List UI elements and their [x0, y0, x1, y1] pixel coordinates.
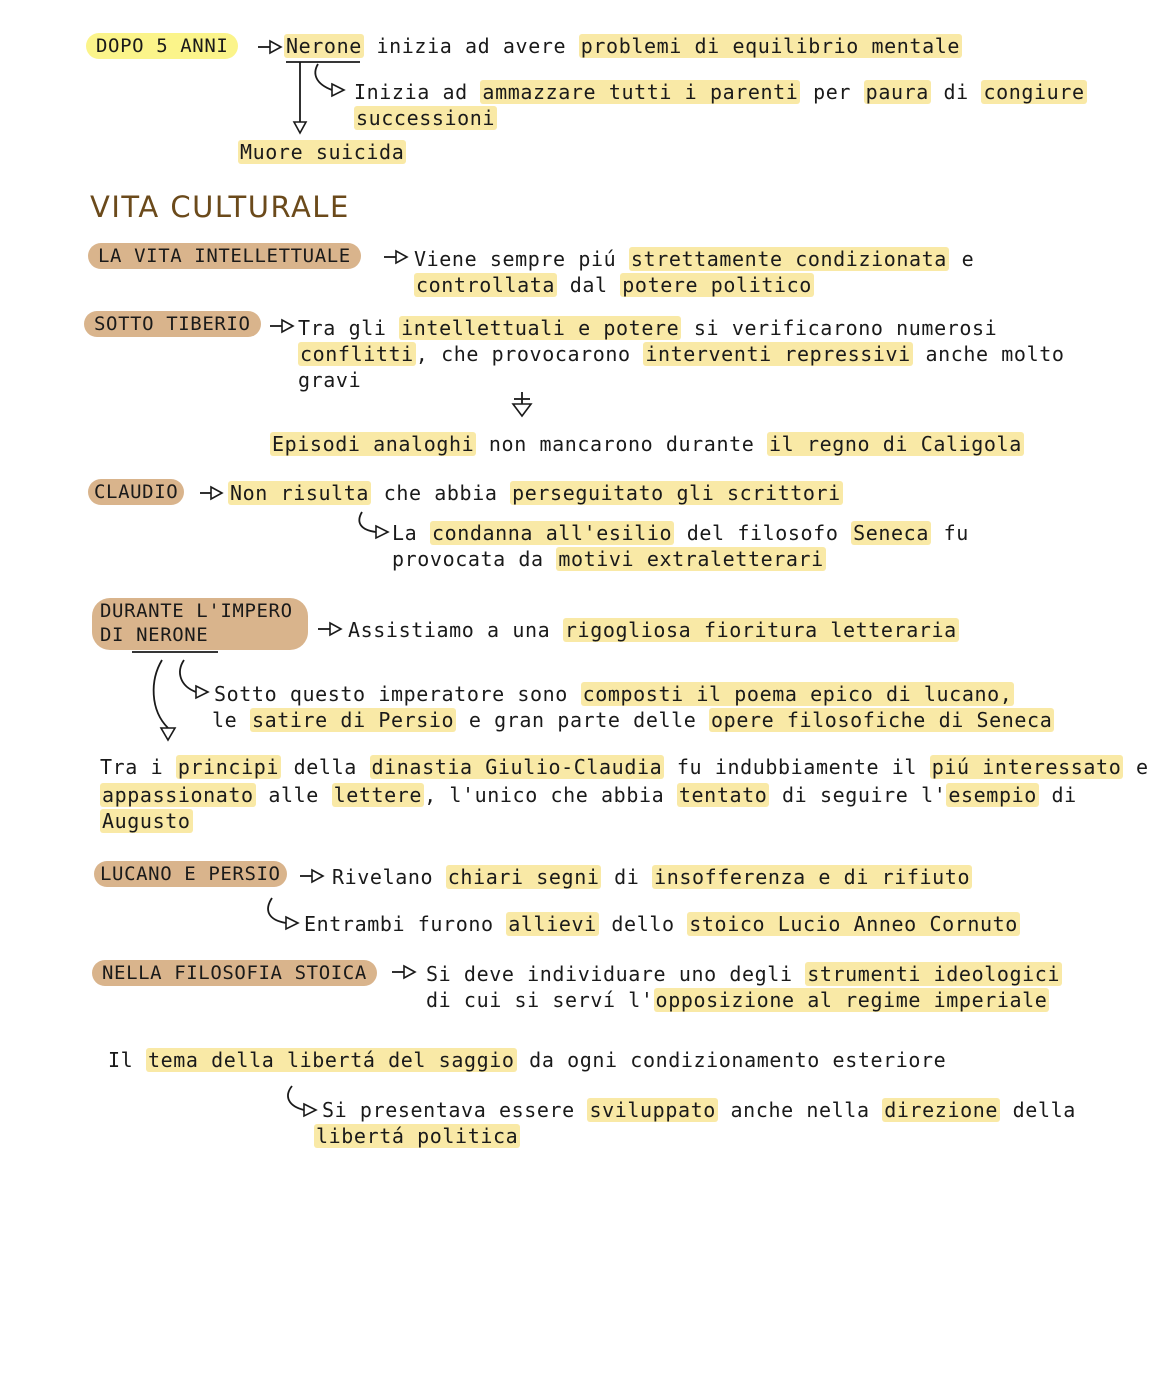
arrow-down-icon	[513, 392, 531, 416]
tag-dopo-5-anni: DOPO 5 ANNI	[86, 33, 238, 59]
s3-line3: gravi	[298, 368, 362, 392]
s5-p1-0: Tra i	[100, 755, 176, 779]
s1-l4: Muore suicida	[240, 140, 405, 164]
s6-l2-3: stoico Lucio Anneo Cornuto	[689, 912, 1018, 936]
tag-sotto-tiberio: SOTTO TIBERIO	[84, 311, 261, 337]
curved-arrow-icon	[288, 1086, 316, 1116]
s7-l1-0: Si deve individuare uno degli	[426, 962, 806, 986]
s6-l2-2: dello	[598, 912, 688, 936]
s3-l2-2: interventi repressivi	[645, 342, 911, 366]
s7-l2-1: opposizione al regime imperiale	[655, 988, 1048, 1012]
tag-impero-nerone-l2: DI NERONE	[100, 624, 209, 646]
s4-l2-0: La	[392, 521, 430, 545]
arrow-right-icon	[200, 487, 222, 499]
s5-l3-0: le	[212, 708, 250, 732]
s8-l2-0: Si presentava essere	[322, 1098, 588, 1122]
s1-l1-1: inizia ad avere	[363, 34, 579, 58]
s2-l1-0: Viene sempre piú	[414, 247, 629, 271]
s8-l2-4: della	[1000, 1098, 1076, 1122]
s3-l1-1: intellettuali e potere	[401, 316, 680, 340]
arrow-right-icon	[270, 320, 293, 332]
s4-l1-1: che abbia	[371, 481, 511, 505]
s5-l3-3: opere filosofiche di Seneca	[711, 708, 1053, 732]
s5-p3: Augusto	[102, 809, 191, 833]
s1-l2-3: paura	[865, 80, 929, 104]
s5-l2-0: Sotto questo imperatore sono	[214, 682, 581, 706]
s3-l2-3: anche molto	[912, 342, 1065, 366]
s8-l3: libertá politica	[316, 1124, 519, 1148]
tag-vita-intellettuale: LA VITA INTELLETTUALE	[88, 243, 361, 269]
s3-l2-1: , che provocarono	[415, 342, 644, 366]
s1-l2-0: Inizia ad	[354, 80, 481, 104]
s6-l1-0: Rivelano	[332, 865, 446, 889]
s4-l3-1: motivi extraletterari	[558, 547, 824, 571]
s5-p1-1: principi	[177, 755, 279, 779]
s4-l3-0: provocata da	[392, 547, 557, 571]
s3-l4-2: il regno di Caligola	[769, 432, 1022, 456]
branch-line	[286, 62, 360, 122]
s6-l1-1: chiari segni	[447, 865, 600, 889]
page-title: VITA CULTURALE	[90, 190, 350, 224]
s5-l1-1: rigogliosa fioritura letteraria	[564, 618, 957, 642]
s5-p2-7: di	[1038, 783, 1077, 807]
tag-claudio: CLAUDIO	[88, 479, 184, 505]
s1-l2-5: congiure	[983, 80, 1085, 104]
arrow-right-icon	[318, 623, 341, 635]
s8-l1-2: da ogni condizionamento esteriore	[516, 1048, 947, 1072]
arrow-right-icon	[384, 251, 407, 263]
tag-impero-nerone-l1: DURANTE L'IMPERO	[100, 600, 293, 622]
s2-l1-1: strettamente condizionata	[630, 247, 947, 271]
s5-l1-0: Assistiamo a una	[348, 618, 563, 642]
s5-p1-2: della	[281, 755, 370, 779]
s2-l2-1: dal	[557, 273, 621, 297]
s5-p2-0: appassionato	[102, 783, 254, 807]
arrow-right-icon	[300, 870, 323, 882]
s8-l2-1: sviluppato	[589, 1098, 716, 1122]
s7-l2-0: di cui si serví l'	[426, 988, 654, 1012]
s1-l2-4: di	[930, 80, 982, 104]
arrow-down-icon	[161, 728, 175, 740]
s8-l1-1: tema della libertá del saggio	[147, 1048, 515, 1072]
s1-l3: successioni	[356, 106, 496, 130]
s6-l1-2: di	[601, 865, 653, 889]
curved-arrow-icon	[268, 898, 298, 929]
arrow-down-icon	[294, 122, 306, 133]
curved-arrow-icon	[180, 660, 208, 698]
tag-lucano-persio: LUCANO E PERSIO	[94, 861, 287, 887]
s1-l2-1: ammazzare tutti i parenti	[482, 80, 799, 104]
s4-l2-3: Seneca	[853, 521, 929, 545]
s4-l1-2: perseguitato gli scrittori	[512, 481, 841, 505]
s5-p1-6: e	[1123, 755, 1149, 779]
s2-l1-2: e	[948, 247, 975, 271]
s3-l1-0: Tra gli	[298, 316, 400, 340]
s5-l2-1: composti il poema epico di lucano,	[582, 682, 1013, 706]
arrow-right-icon	[258, 41, 281, 53]
arrow-right-icon	[392, 966, 415, 978]
s5-p2-3: , l'unico che abbia	[424, 783, 677, 807]
tag-filosofia-stoica: NELLA FILOSOFIA STOICA	[92, 960, 377, 986]
curved-arrow-icon	[359, 512, 388, 538]
s5-l3-1: satire di Persio	[251, 708, 455, 732]
s5-p1-5: piú interessato	[931, 755, 1122, 779]
s8-l1-0: Il	[108, 1048, 146, 1072]
s4-l2-4: fu	[930, 521, 969, 545]
s6-l2-1: allievi	[508, 912, 597, 936]
s3-l1-2: si verificarono numerosi	[681, 316, 998, 340]
s8-l2-2: anche nella	[717, 1098, 883, 1122]
s7-l1-1: strumenti ideologici	[807, 962, 1061, 986]
s5-p2-4: tentato	[678, 783, 768, 807]
s1-l2-2: per	[800, 80, 864, 104]
s5-p1-4: fu indubbiamente il	[664, 755, 930, 779]
s1-l1-2: problemi di equilibrio mentale	[580, 34, 960, 58]
s5-p2-2: lettere	[333, 783, 423, 807]
s5-p2-5: di seguire l'	[769, 783, 947, 807]
s6-l2-0: Entrambi furono	[304, 912, 507, 936]
s4-l1-0: Non risulta	[230, 481, 370, 505]
s5-p2-1: alle	[255, 783, 332, 807]
s8-l2-3: direzione	[884, 1098, 999, 1122]
s2-l2-2: potere politico	[622, 273, 812, 297]
s1-l1-0: Nerone	[286, 34, 362, 58]
s4-l2-1: condanna all'esilio	[431, 521, 673, 545]
curved-arrow-icon	[315, 64, 344, 96]
s2-l2-0: controllata	[416, 273, 556, 297]
s6-l1-3: insofferenza e di rifiuto	[654, 865, 971, 889]
s5-p2-6: esempio	[948, 783, 1037, 807]
s3-l4-1: non mancarono durante	[476, 432, 768, 456]
s5-p1-3: dinastia Giulio-Claudia	[371, 755, 663, 779]
s4-l2-2: del filosofo	[674, 521, 852, 545]
s3-l4-0: Episodi analoghi	[272, 432, 475, 456]
s3-l2-0: conflitti	[300, 342, 414, 366]
s5-l3-2: e gran parte delle	[456, 708, 710, 732]
